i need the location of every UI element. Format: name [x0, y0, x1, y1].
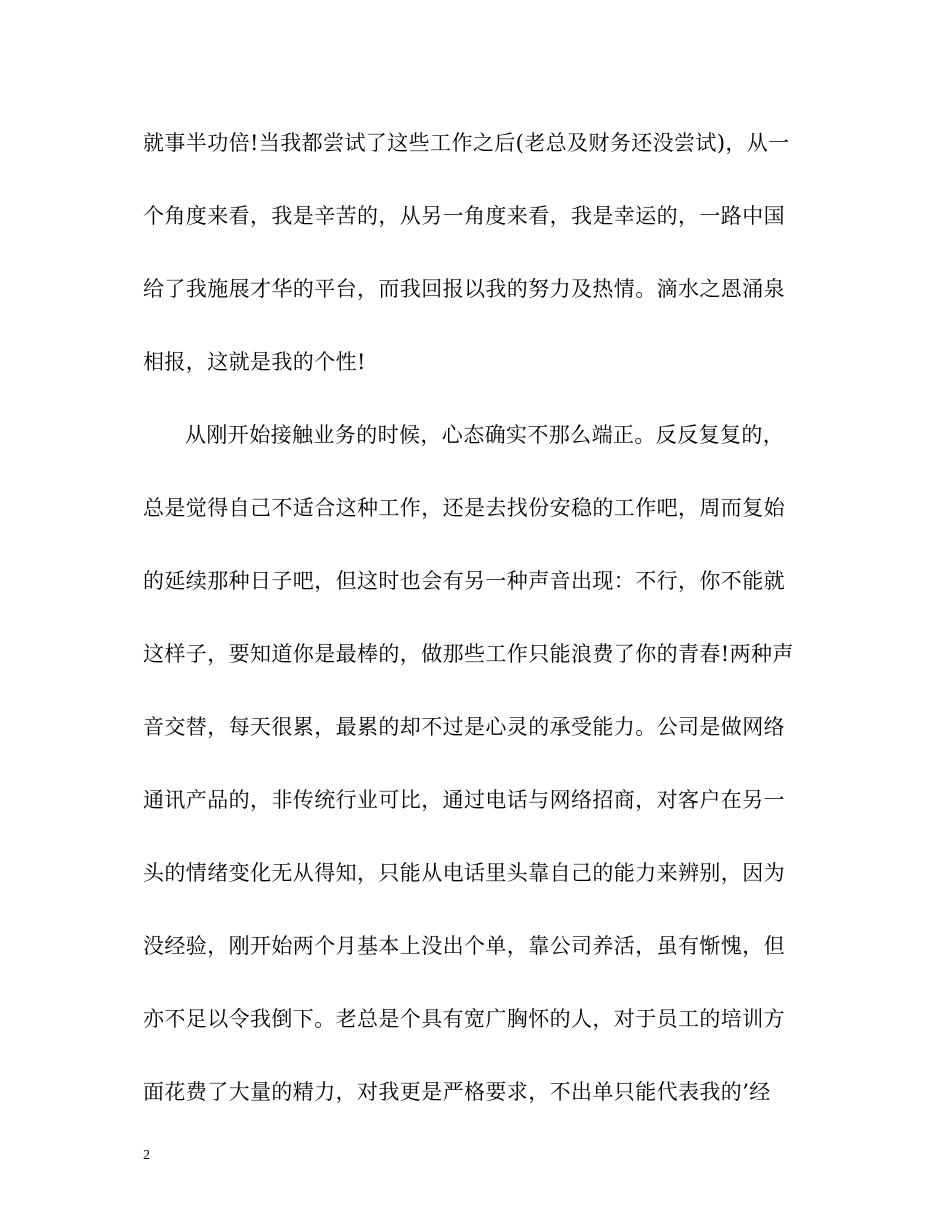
text-line: 面花费了大量的精力，对我更是严格要求，不出单只能代表我的’经	[143, 1080, 771, 1104]
page-number: 2	[143, 1148, 150, 1163]
paragraph-first-line: 从刚开始接触业务的时候，心态确实不那么端正。反反复复的，	[185, 423, 785, 447]
text-line: 总是觉得自己不适合这种工作，还是去找份安稳的工作吧，周而复始	[143, 496, 785, 520]
text-line: 就事半功倍!当我都尝试了这些工作之后(老总及财务还没尝试)，从一	[143, 131, 790, 155]
text-line: 头的情绪变化无从得知，只能从电话里头靠自己的能力来辨别，因为	[143, 861, 785, 885]
text-line: 的延续那种日子吧，但这时也会有另一种声音出现：不行，你不能就	[143, 569, 785, 593]
text-line: 没经验，刚开始两个月基本上没出个单，靠公司养活，虽有惭愧，但	[143, 934, 785, 958]
text-line: 个角度来看，我是辛苦的，从另一角度来看，我是幸运的，一路中国	[143, 204, 785, 228]
text-line: 通讯产品的，非传统行业可比，通过电话与网络招商，对客户在另一	[143, 788, 785, 812]
text-line: 这样子，要知道你是最棒的，做那些工作只能浪费了你的青春!两种声	[143, 642, 794, 666]
text-line: 给了我施展才华的平台，而我回报以我的努力及热情。滴水之恩涌泉	[143, 277, 785, 301]
text-line: 亦不足以令我倒下。老总是个具有宽广胸怀的人，对于员工的培训方	[143, 1007, 785, 1031]
text-line: 音交替，每天很累，最累的却不过是心灵的承受能力。公司是做网络	[143, 715, 785, 739]
text-line: 相报，这就是我的个性!	[143, 350, 366, 374]
